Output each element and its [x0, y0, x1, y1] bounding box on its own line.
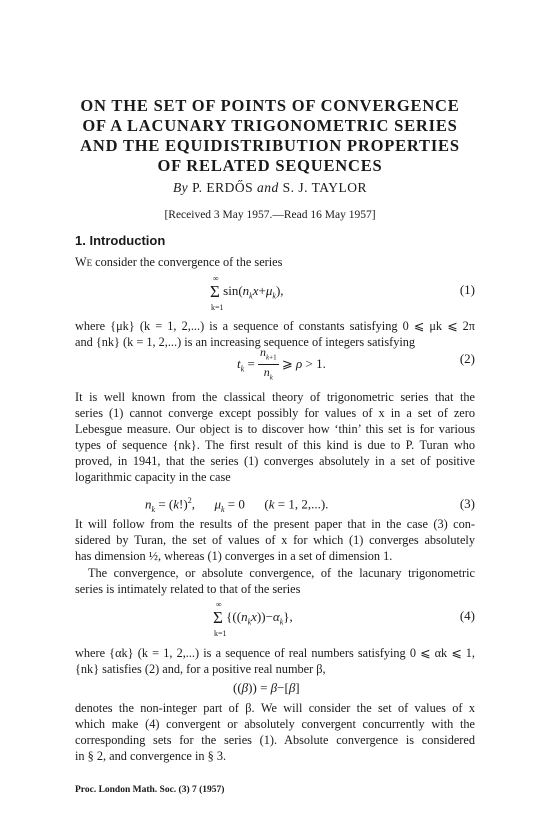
journal-footer: Proc. London Math. Soc. (3) 7 (1957)	[75, 785, 225, 795]
equation-1-expr: $\sin(n_kx+\mu_k)$,	[223, 283, 284, 301]
text-line: The convergence, or absolute convergence, of the lacunary trigonometric	[88, 566, 475, 580]
author-2: S. J. TAYLOR	[282, 180, 368, 195]
paragraph-where-2	[75, 645, 475, 677]
text-line: where {αk} (k = 1, 2,...) is a sequence of real numbers satisfying 0 ⩽ αk ⩽ 1,	[75, 646, 475, 660]
text-line: It is well known from the classical theory of trigonometric series that the	[75, 390, 475, 404]
equation-number: (4)	[459, 608, 475, 623]
text-line: corresponding sets for the series (1). Absolute convergence is considered	[75, 733, 475, 747]
text-line: It will follow from the results of the present paper that in the case (3) con-	[75, 517, 475, 531]
intro-first-word: We	[75, 255, 93, 269]
text-line: Lebesgue measure. Our object is to discover how ‘thin’ this set is for various	[75, 422, 475, 436]
equation-number: (3)	[459, 496, 475, 511]
text-line: sidered by Turan, the set of values of x for which (1) converges absolutely	[75, 533, 475, 547]
text-line: which make (4) convergent or absolutely convergent concurrently with the	[75, 717, 475, 731]
paragraph-convergence	[88, 565, 475, 581]
received-date: [Received 3 May 1957.—Read 16 May 1957]	[164, 209, 376, 221]
paragraph-follow	[75, 516, 475, 564]
intro-text: consider the convergence of the series	[92, 255, 283, 269]
sum-symbol: Σ ∞ k=1	[210, 274, 224, 312]
equation-4	[75, 600, 475, 640]
text-line: types of sequence {nk}. The first result of this kind is due to P. Turan who	[75, 438, 475, 452]
equation-number: (2)	[459, 351, 475, 366]
byline-by: By	[172, 180, 189, 195]
author-1: P. ERDŐS	[192, 180, 254, 195]
sum-symbol: Σ ∞ k=1	[213, 600, 227, 638]
text-line: where {μk} (k = 1, 2,...) is a sequence of constants satisfying 0 ⩽ μk ⩽ 2π	[75, 319, 475, 333]
byline	[0, 180, 540, 196]
equation-beta: ((β)) = β−[β]	[233, 680, 300, 695]
equation-4-expr: $\{((n_kx))-\alpha_k\}$,	[226, 609, 293, 627]
text-line: {nk} satisfies (2) and, for a positive real number β,	[75, 662, 326, 676]
byline-and: and	[256, 180, 279, 195]
text-line: series (1) cannot converge except possibly for values of x in a set of zero	[75, 406, 475, 420]
paragraph-well-known	[75, 389, 475, 485]
text-line: proved, in 1941, that the series (1) converges absolutely in a set of positive	[75, 454, 475, 468]
paragraph-denotes	[75, 700, 475, 764]
equation-3: $n_k = (k!)^2$, $\mu_k = 0$ (k = 1, 2,...). (3)	[145, 496, 475, 514]
section-heading: 1. Introduction	[75, 233, 166, 248]
fraction: $\frac{n_{k+1}}{n_k}$	[260, 345, 277, 382]
text-line: denotes the non-integer part of β. We will consider the set of values of x	[75, 701, 475, 715]
title-line: AND THE EQUIDISTRIBUTION PROPERTIES	[80, 136, 460, 155]
equation-number: (1)	[459, 282, 475, 297]
equation-1	[75, 276, 475, 316]
title-line: ON THE SET OF POINTS OF CONVERGENCE	[80, 96, 460, 115]
equation-2: $t_k$ = $\frac{n_{k+1}}{n_k}$ ⩾ ρ > 1. (2)	[75, 345, 475, 385]
title-line: OF A LACUNARY TRIGONOMETRIC SERIES	[82, 116, 458, 135]
text-line: and {nk} (k = 1, 2,...) is an increasing sequence of integers satisfying	[75, 335, 416, 349]
text-line: has dimension ½, whereas (1) converges in a set of dimension 1.	[75, 549, 393, 563]
text-line: in § 2, and convergence in § 3.	[75, 749, 227, 763]
paper-title	[60, 96, 480, 176]
title-line: OF RELATED SEQUENCES	[157, 156, 383, 175]
paragraph-convergence-cont	[75, 581, 475, 597]
intro-paragraph	[75, 254, 475, 270]
text-line: series is intimately related to that of the series	[75, 582, 301, 596]
text-line: logarithmic capacity in the case	[75, 470, 231, 484]
